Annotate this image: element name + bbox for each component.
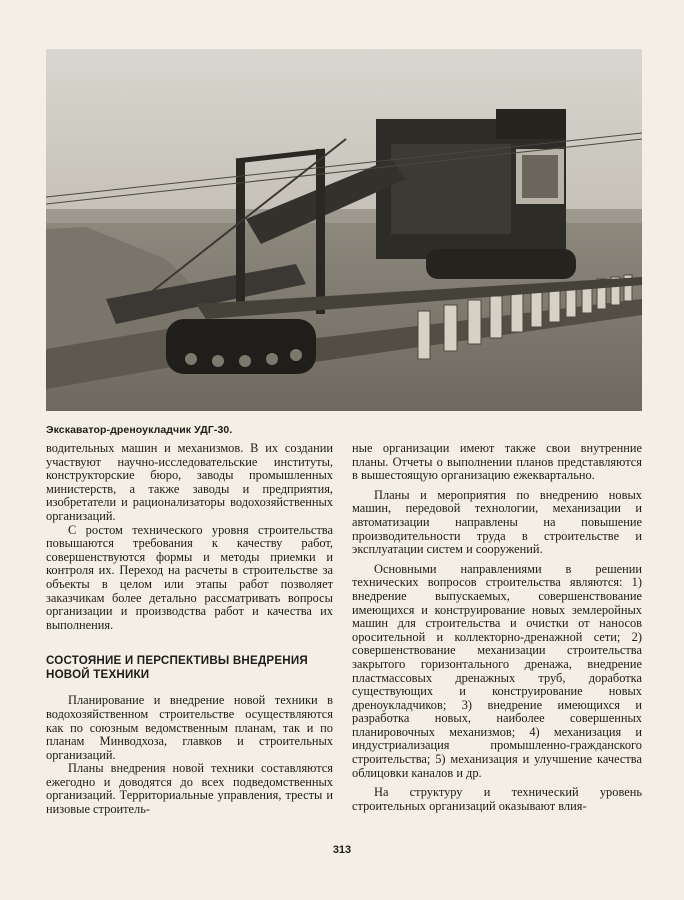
excavator-photo bbox=[46, 49, 642, 411]
right-paragraph-3: Основными направлениями в решении технических вопросов строительства являются: 1) внедрение выпускаемых, совершенствование имеющихся и конструирование новых землеройных машин для строительства и очистки от наносов оросительной и коллекторно-дренажной сети; 2) совершенствование механизации строительства закрытого горизонтального дренажа, внедрение пластмассовых дренажных труб, доработка существующих и конструирование новых дреноукладчиков; 3) внедрение имеющихся и разработка новых, наиболее совершенных планировочных механизмов; 4) механизация и индустриализация промышленно-гражданского строительства; 5) механизация и улучшение качества облицовки каналов и др. bbox=[352, 561, 642, 780]
left-paragraph-1: водительных машин и механизмов. В их создании участвуют научно-исследовательские институты, конструкторские бюро, заводы промышленных министерств, а также заводы и предприятия, изобретатели и рационализаторы водохозяйственных организаций. bbox=[46, 441, 333, 523]
photo-caption: Экскаватор-дреноукладчик УДГ-30. bbox=[46, 424, 233, 436]
excavator-drain-layer-icon bbox=[46, 49, 642, 411]
right-paragraph-4: На структуру и технический уровень строительных организаций оказывают влия- bbox=[352, 785, 642, 813]
right-column bbox=[352, 442, 642, 813]
left-paragraph-2: С ростом технического уровня строительства повышаются требования к качеству работ, совершенствуются формы и методы приемки и контроля их. Переход на расчеты в строительстве за объекты в целом или этапы работ позволяет заказчикам более детально рассматривать вопросы организации и производства работ и качества их выполнения. bbox=[46, 522, 333, 632]
right-paragraph-1: ные организации имеют также свои внутренние планы. Отчеты о выполнении планов представляются в вышестоящую организацию ежеквартально. bbox=[352, 441, 642, 483]
left-column bbox=[46, 442, 333, 817]
left-paragraph-3: Планирование и внедрение новой техники в водохозяйственном строительстве осуществляются как по союзным ведомственным планам, так и по планам Минводхоза, главков и строительных организаций. bbox=[46, 693, 333, 762]
page-number: 313 bbox=[332, 844, 352, 856]
right-paragraph-2: Планы и мероприятия по внедрению новых машин, передовой технологии, механизации и автоматизации направлены на повышение производительности труда в строительстве и эксплуатации систем и сооружений. bbox=[352, 487, 642, 557]
section-heading: СОСТОЯНИЕ И ПЕРСПЕКТИВЫ ВНЕДРЕНИЯ НОВОЙ ТЕХНИКИ bbox=[46, 654, 308, 682]
left-paragraph-4: Планы внедрения новой техники составляются ежегодно и доводятся до всех подведомственных организаций. Территориальные управления, тресты и низовые строитель- bbox=[46, 761, 333, 817]
